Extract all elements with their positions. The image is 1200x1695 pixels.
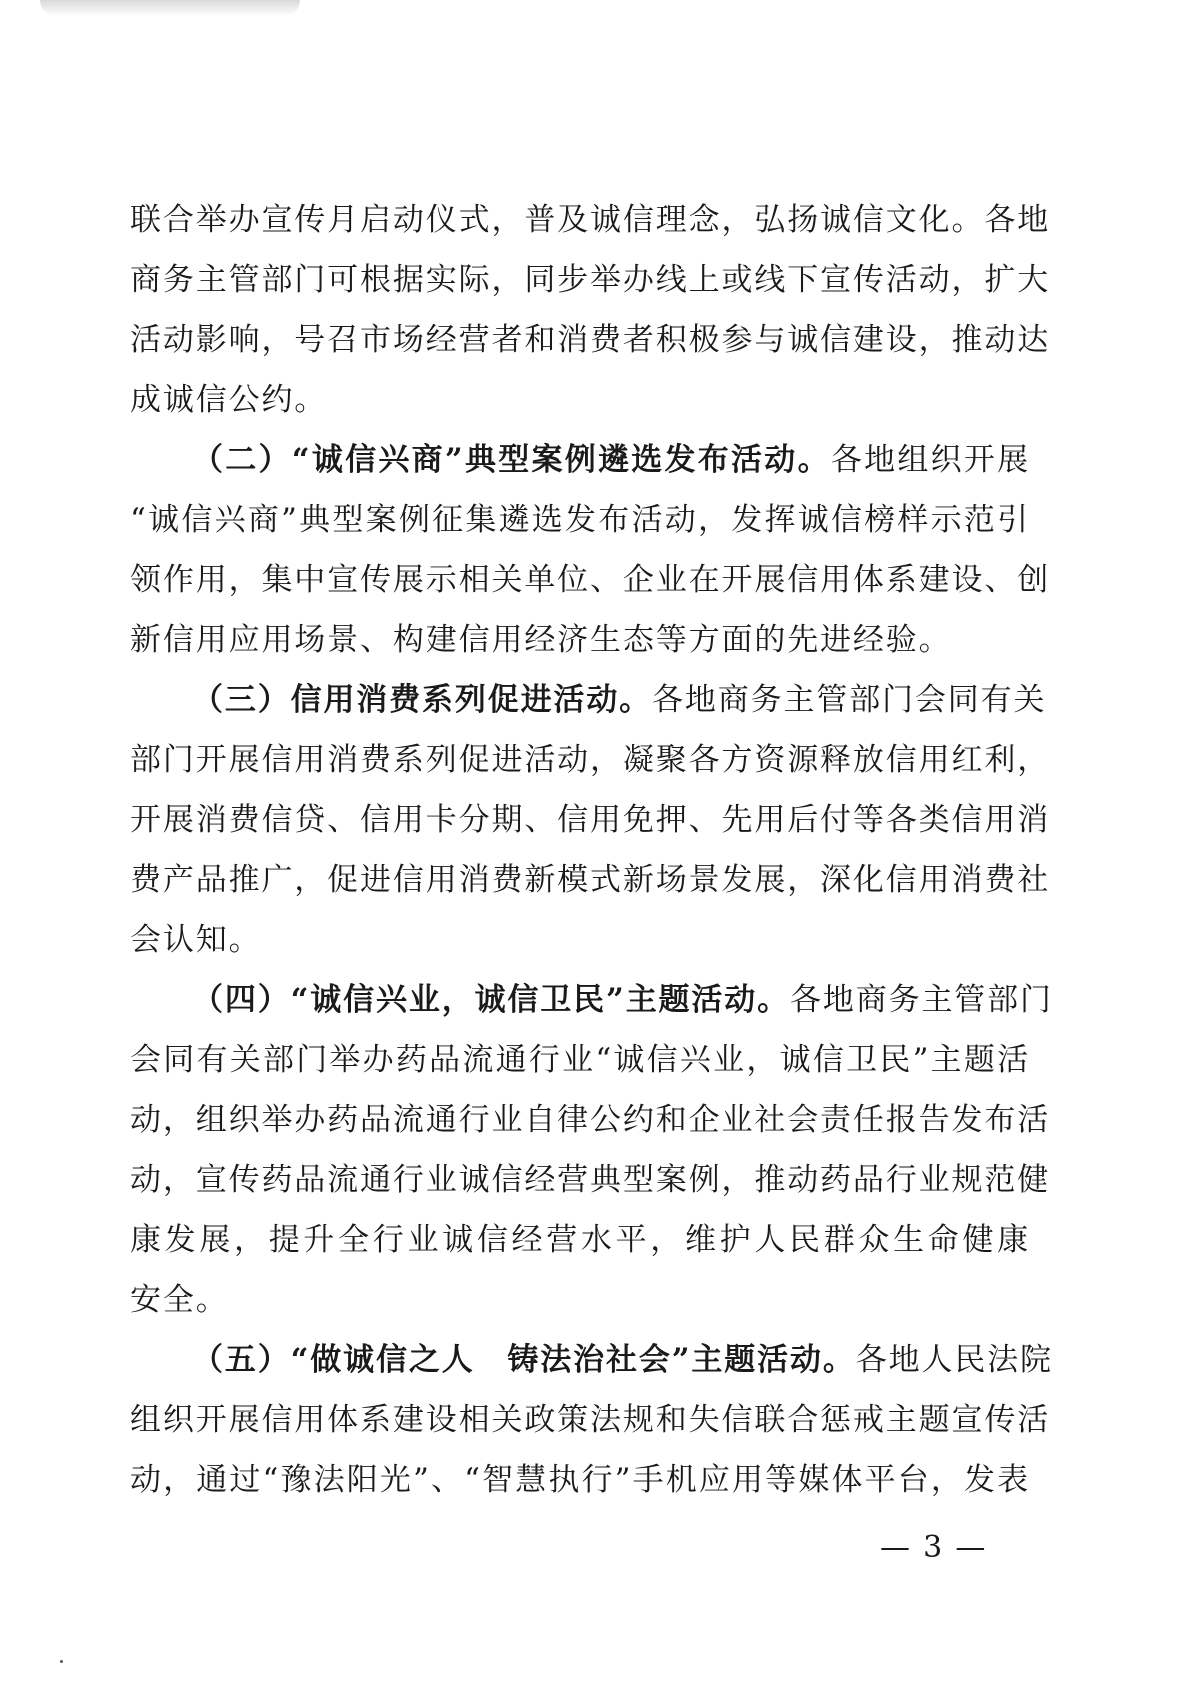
paragraph-3 xyxy=(130,670,1051,970)
text-line: 康发展，提升全行业诚信经营水平，维护人民群众生命健康 xyxy=(130,1222,1030,1258)
text-line: 商务主管部门可根据实际，同步举办线上或线下宣传活动，扩大 xyxy=(130,262,1051,298)
section-heading: （四）“诚信兴业，诚信卫民”主题活动。 xyxy=(192,982,790,1018)
text-line xyxy=(130,430,1030,490)
text-line: 部门开展信用消费系列促进活动，凝聚各方资源释放信用红利， xyxy=(130,742,1051,778)
text-line xyxy=(130,670,1047,730)
paragraph-1 xyxy=(130,190,1051,430)
text-line: 动，通过“豫法阳光”、“智慧执行”手机应用等媒体平台，发表 xyxy=(130,1462,1030,1498)
scan-dot xyxy=(60,1660,63,1663)
text-line: 安全。 xyxy=(130,1282,229,1318)
text-line: 开展消费信贷、信用卡分期、信用免押、先用后付等各类信用消 xyxy=(130,802,1051,838)
text-line: 成诚信公约。 xyxy=(130,382,328,418)
text-line: 动，组织举办药品流通行业自律公约和企业社会责任报告发布活 xyxy=(130,1102,1051,1138)
text-run: 各地人民法院 xyxy=(855,1342,1053,1378)
text-line: 会同有关部门举办药品流通行业“诚信兴业，诚信卫民”主题活 xyxy=(130,1042,1030,1078)
paragraph-4 xyxy=(130,970,1053,1330)
text-line: 动，宣传药品流通行业诚信经营典型案例，推动药品行业规范健 xyxy=(130,1162,1051,1198)
paragraph-2 xyxy=(130,430,1051,670)
paragraph-5 xyxy=(130,1330,1053,1510)
text-run: 各地商务主管部门 xyxy=(790,982,1053,1018)
text-line: 费产品推广，促进信用消费新模式新场景发展，深化信用消费社 xyxy=(130,862,1051,898)
text-line xyxy=(130,1330,1053,1390)
text-line: 组织开展信用体系建设相关政策法规和失信联合惩戒主题宣传活 xyxy=(130,1402,1051,1438)
text-line: 新信用应用场景、构建信用经济生态等方面的先进经验。 xyxy=(130,622,952,658)
text-line: 会认知。 xyxy=(130,922,262,958)
section-heading: （三）信用消费系列促进活动。 xyxy=(192,682,653,718)
text-line: 活动影响，号召市场经营者和消费者积极参与诚信建设，推动达 xyxy=(130,322,1051,358)
text-line: “诚信兴商”典型案例征集遴选发布活动，发挥诚信榜样示范引 xyxy=(130,502,1030,538)
text-line: 领作用，集中宣传展示相关单位、企业在开展信用体系建设、创 xyxy=(130,562,1051,598)
text-run: 各地组织开展 xyxy=(830,442,1030,478)
text-line: 联合举办宣传月启动仪式，普及诚信理念，弘扬诚信文化。各地 xyxy=(130,202,1051,238)
page-number: — 3 — xyxy=(880,1530,988,1565)
section-heading: （二）“诚信兴商”典型案例遴选发布活动。 xyxy=(192,442,831,478)
text-run: 各地商务主管部门会同有关 xyxy=(652,682,1047,718)
text-line xyxy=(130,970,1053,1030)
section-heading: （五）“做诚信之人 铸法治社会”主题活动。 xyxy=(192,1342,856,1378)
document-body xyxy=(130,190,1053,1510)
scan-edge-shadow xyxy=(40,0,300,16)
